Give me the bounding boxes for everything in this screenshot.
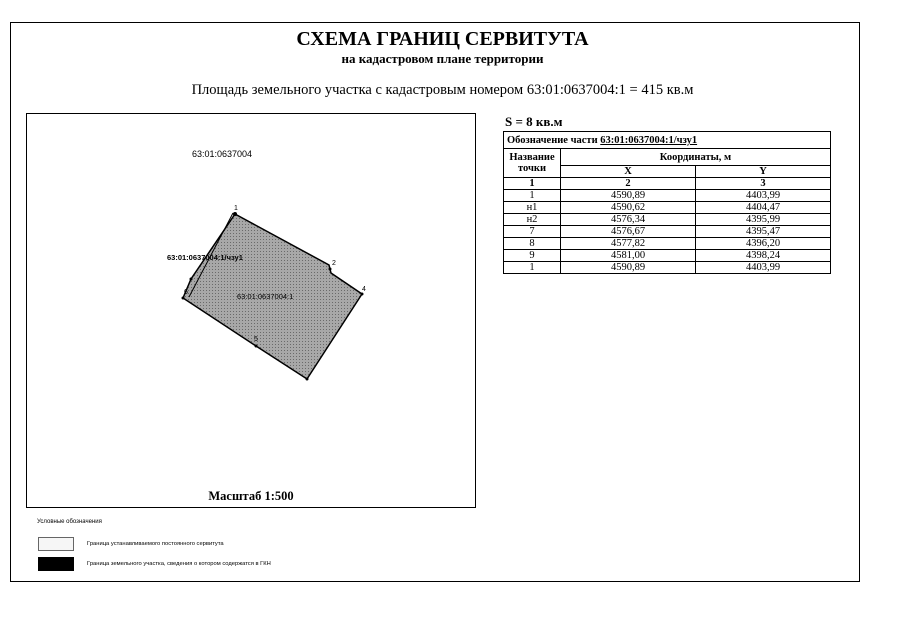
cell-name: н1 <box>504 202 561 214</box>
map-scale: Масштаб 1:500 <box>208 489 294 503</box>
cell-name: 1 <box>504 190 561 202</box>
legend-title: Условные обозначения <box>37 519 102 525</box>
point-marker-1 <box>233 212 237 216</box>
legend-text-parcel: Граница земельного участка, сведения о котором содержатся в ГКН <box>87 561 271 567</box>
document-title: СХЕМА ГРАНИЦ СЕРВИТУТА <box>296 28 589 50</box>
part-designation-cell <box>504 132 831 149</box>
cell-name: 7 <box>504 226 561 238</box>
cell-x: 4590,89 <box>561 262 696 274</box>
table-row <box>504 190 831 202</box>
servitude-label: 63:01:0637004:1/чзу1 <box>167 253 243 262</box>
point-label-5: 5 <box>254 336 258 343</box>
cell-name: 1 <box>504 262 561 274</box>
header-point-name: Название точки <box>504 149 561 178</box>
document-subtitle: на кадастровом плане территории <box>341 51 544 66</box>
cell-y: 4404,47 <box>696 202 831 214</box>
table-row <box>504 202 831 214</box>
table-row <box>504 226 831 238</box>
index-cell: 2 <box>561 178 696 190</box>
cell-y: 4398,24 <box>696 250 831 262</box>
cell-y: 4396,20 <box>696 238 831 250</box>
legend-swatch-parcel <box>38 557 74 571</box>
cell-x: 4590,89 <box>561 190 696 202</box>
point-marker-2 <box>329 268 332 271</box>
cell-y: 4395,99 <box>696 214 831 226</box>
table-row <box>504 250 831 262</box>
part-id: 63:01:0637004:1/чзу1 <box>600 134 698 146</box>
point-marker-bottom <box>306 378 309 381</box>
header-x: X <box>561 166 696 178</box>
point-label-6: 6 <box>184 289 188 296</box>
cell-name: 9 <box>504 250 561 262</box>
parcel-label: 63:01:0637004:1 <box>237 292 294 301</box>
cadastral-map <box>26 113 476 508</box>
point-marker-left <box>182 297 185 300</box>
header-y: Y <box>696 166 831 178</box>
cell-y: 4395,47 <box>696 226 831 238</box>
legend-text-servitude: Граница устанавливаемого постоянного сервитута <box>87 541 224 547</box>
part-prefix: Обозначение части <box>507 134 598 146</box>
cell-name: 8 <box>504 238 561 250</box>
point-marker-5 <box>255 345 258 348</box>
index-cell: 1 <box>504 178 561 190</box>
point-label-1: 1 <box>234 205 238 212</box>
legend-swatch-servitude <box>38 537 74 551</box>
index-cell: 3 <box>696 178 831 190</box>
table-row <box>504 214 831 226</box>
table-row <box>504 262 831 274</box>
parcel-area-line: Площадь земельного участка с кадастровым номером 63:01:0637004:1 = 415 кв.м <box>191 82 694 98</box>
coordinates-table <box>503 131 831 274</box>
point-label-2: 2 <box>332 260 336 267</box>
cell-name: н2 <box>504 214 561 226</box>
point-marker-6 <box>190 278 193 281</box>
cell-x: 4576,34 <box>561 214 696 226</box>
cell-y: 4403,99 <box>696 262 831 274</box>
block-number-label: 63:01:0637004 <box>192 149 253 159</box>
table-row <box>504 178 831 190</box>
table-row <box>504 132 831 149</box>
servitude-area: S = 8 кв.м <box>505 114 563 129</box>
table-row <box>504 149 831 166</box>
header-coordinates: Координаты, м <box>561 149 831 166</box>
cell-x: 4577,82 <box>561 238 696 250</box>
cell-x: 4581,00 <box>561 250 696 262</box>
cell-x: 4576,67 <box>561 226 696 238</box>
point-label-4: 4 <box>362 286 366 293</box>
cell-y: 4403,99 <box>696 190 831 202</box>
cell-x: 4590,62 <box>561 202 696 214</box>
table-row <box>504 238 831 250</box>
